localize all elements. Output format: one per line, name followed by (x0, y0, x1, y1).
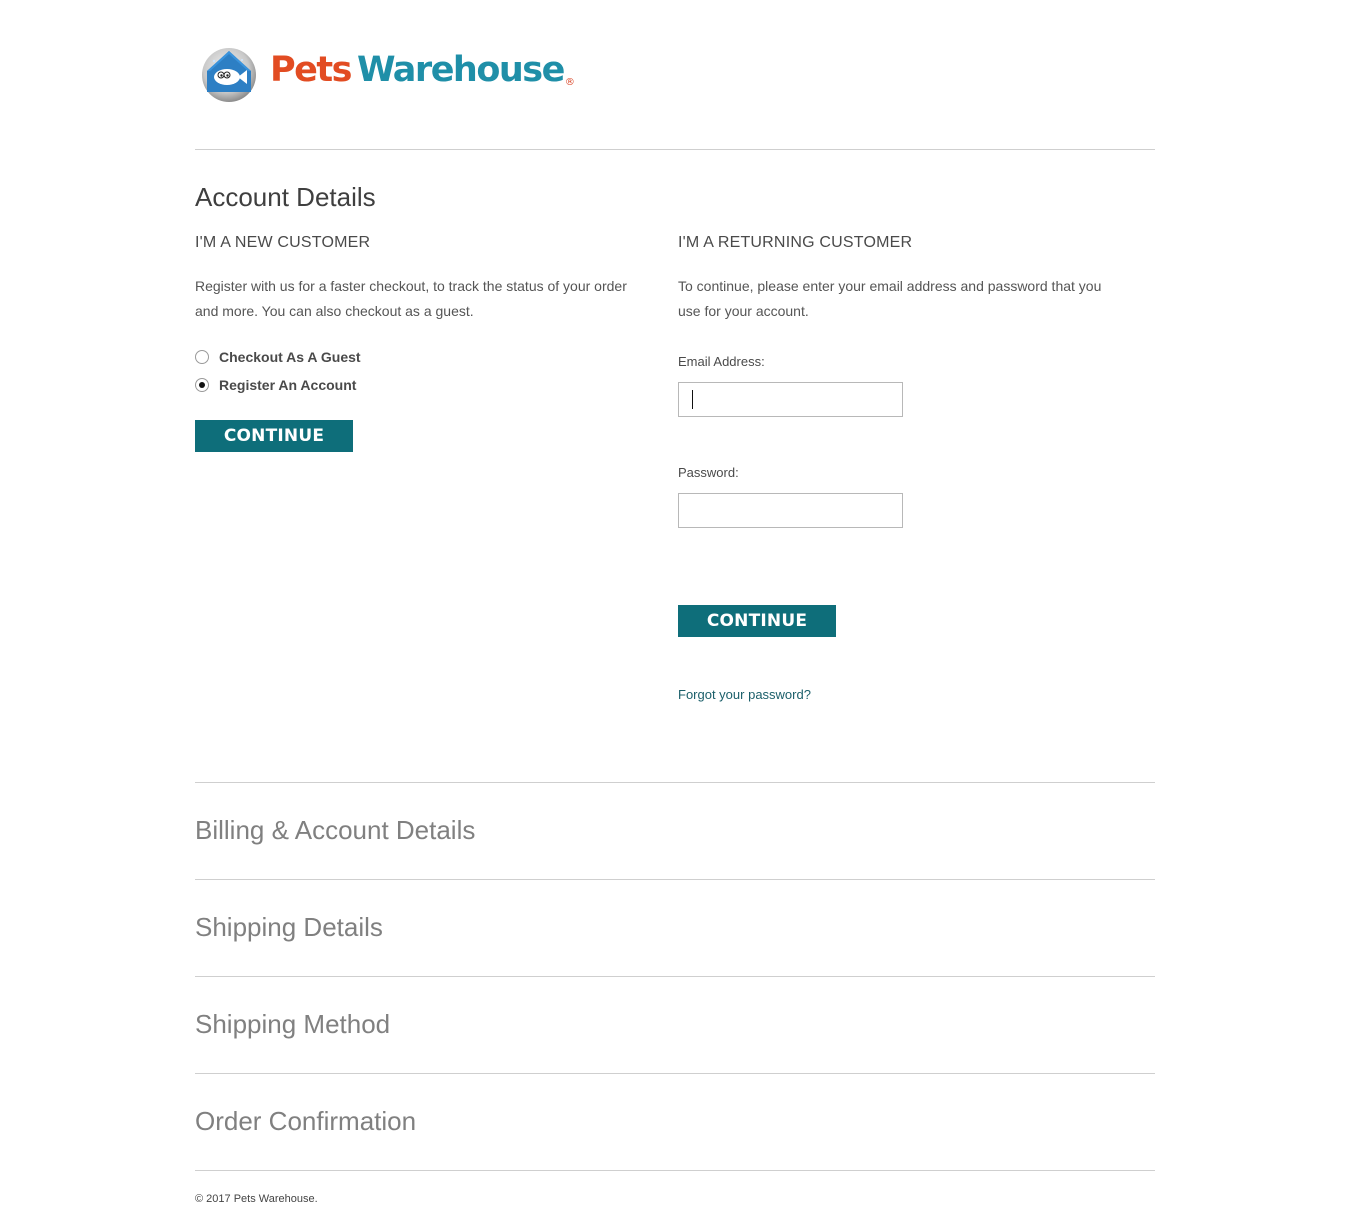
email-label: Email Address: (678, 354, 765, 369)
site-logo[interactable] (200, 46, 580, 102)
divider (195, 1073, 1155, 1074)
returning-customer-panel (678, 234, 1118, 702)
email-field[interactable] (678, 382, 903, 417)
returning-customer-heading: I'M A RETURNING CUSTOMER (678, 234, 913, 251)
radio-checked-icon[interactable] (195, 378, 209, 392)
new-customer-continue-button[interactable]: CONTINUE (195, 420, 353, 452)
logo-wordmark (270, 50, 575, 90)
returning-customer-description: To continue, please enter your email address and password that you use for your account. (678, 278, 1102, 319)
step-billing-account-details[interactable]: Billing & Account Details (195, 815, 476, 845)
password-label: Password: (678, 465, 739, 480)
footer-copyright: © 2017 Pets Warehouse. (195, 1193, 318, 1205)
divider (195, 149, 1155, 150)
radio-label[interactable]: Register An Account (219, 377, 357, 393)
divider (195, 782, 1155, 783)
divider (195, 976, 1155, 977)
fish-house-icon (200, 46, 258, 102)
login-continue-button[interactable]: CONTINUE (678, 605, 836, 637)
step-order-confirmation[interactable]: Order Confirmation (195, 1106, 417, 1136)
radio-label[interactable]: Checkout As A Guest (219, 349, 361, 365)
page-title: Account Details (195, 182, 376, 212)
divider (195, 879, 1155, 880)
register-account-option[interactable] (195, 377, 356, 393)
email-field-wrapper (678, 382, 903, 417)
new-customer-description: Register with us for a faster checkout, to track the status of your order and more. You can also checkout as a guest. (195, 278, 627, 319)
logo-word-pets: Pets (270, 50, 351, 90)
password-field[interactable] (678, 493, 903, 528)
radio-unchecked-icon[interactable] (195, 350, 209, 364)
logo-word-warehouse: Warehouse (356, 50, 564, 90)
text-cursor (692, 390, 693, 409)
new-customer-panel (195, 234, 635, 446)
step-shipping-method[interactable]: Shipping Method (195, 1009, 391, 1039)
divider (195, 1170, 1155, 1171)
forgot-password-link[interactable]: Forgot your password? (678, 687, 811, 702)
new-customer-heading: I'M A NEW CUSTOMER (195, 234, 371, 251)
registered-mark: ® (564, 77, 575, 88)
step-shipping-details[interactable]: Shipping Details (195, 912, 383, 942)
checkout-as-guest-option[interactable] (195, 349, 361, 365)
